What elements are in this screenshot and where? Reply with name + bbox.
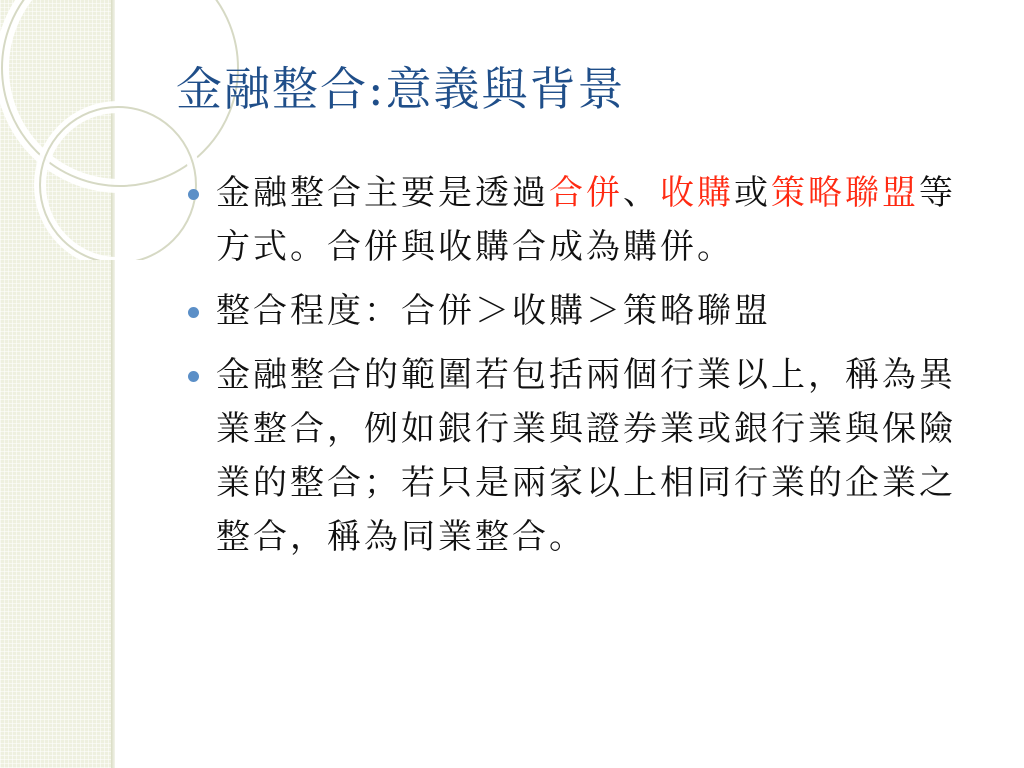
text-segment: 或 [734, 173, 771, 213]
emphasis-term: 策略聯盟 [771, 173, 919, 213]
bullet-item [186, 348, 986, 564]
slide-title: 金融整合:意義與背景 [176, 62, 626, 116]
bullet-dot-icon [188, 189, 199, 200]
emphasis-term: 收購 [660, 173, 734, 213]
bullet-list [186, 166, 986, 574]
text-segment: 整合程度：合併＞收購＞策略聯盟 [216, 291, 771, 331]
text-segment: 金融整合主要是透過 [216, 173, 549, 213]
bullet-dot-icon [188, 307, 199, 318]
text-segment: 等方式。合併與收購合成為購併。 [216, 173, 956, 267]
bullet-dot-icon [188, 371, 199, 382]
text-segment: 金融整合的範圍若包括兩個行業以上，稱為異業整合，例如銀行業與證券業或銀行業與保險業的整合；若只是兩家以上相同行業的企業之整合，稱為同業整合。 [216, 355, 956, 557]
bullet-item [186, 166, 986, 274]
bullet-item [186, 284, 986, 338]
text-segment: 、 [623, 173, 660, 213]
emphasis-term: 合併 [549, 173, 623, 213]
